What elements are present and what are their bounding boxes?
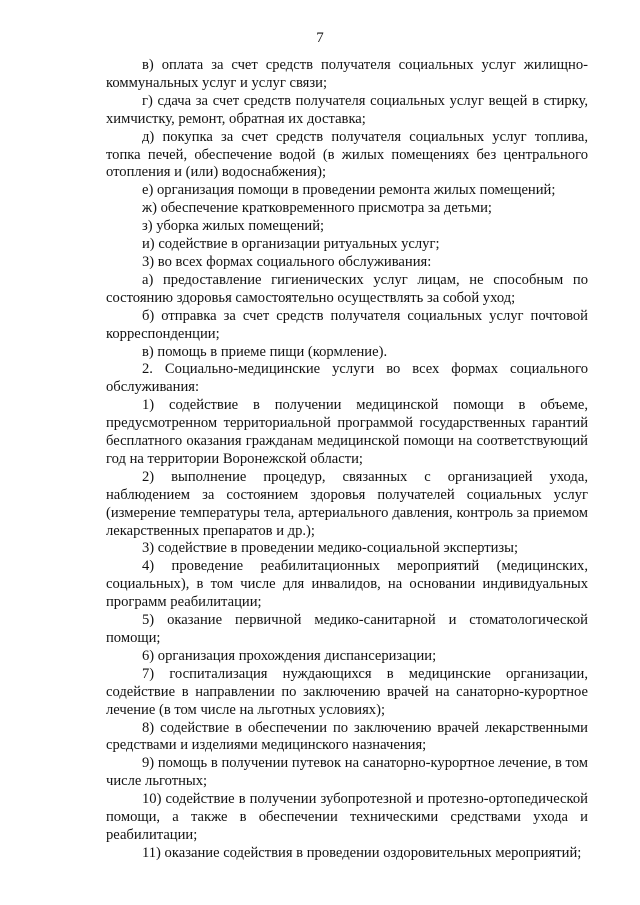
page-number: 7 xyxy=(316,30,324,46)
paragraph-health-activities: 11) оказание содействия в проведении оздоровительных мероприятий; xyxy=(142,844,582,861)
paragraph-utilities-payment: в) оплата за счет средств получателя социальных услуг жилищно-коммунальных услуг и услуг связи; xyxy=(106,57,588,91)
paragraph-all-forms-heading: 3) во всех формах социального обслуживания: xyxy=(142,253,432,270)
paragraph-vouchers: 9) помощь в получении путевок на санаторно-курортное лечение, в том числе льготных; xyxy=(106,755,588,790)
paragraph-medicines: 8) содействие в обеспечении по заключению врачей лекарственными средствами и изделиями медицинского назначения; xyxy=(106,719,588,754)
paragraph-hospitalization: 7) госпитализация нуждающихся в медицинские организации, содействие в направлении по заключению врачей на санаторно-курортное лечение (в том числе на льготных условиях); xyxy=(106,665,588,718)
paragraph-repair-help: е) организация помощи в проведении ремонта жилых помещений; xyxy=(142,182,556,199)
document-body xyxy=(106,57,588,863)
paragraph-cleaning: з) уборка жилых помещений; xyxy=(142,218,325,235)
paragraph-hygiene: а) предоставление гигиенических услуг лицам, не способным по состоянию здоровья самостоятельно осуществлять за собой уход; xyxy=(106,271,588,306)
paragraph-mail: б) отправка за счет средств получателя социальных услуг почтовой корреспонденции; xyxy=(106,307,588,342)
paragraph-child-care: ж) обеспечение кратковременного присмотра за детьми; xyxy=(142,200,492,217)
paragraph-feeding: в) помощь в приеме пищи (кормление). xyxy=(142,343,388,360)
paragraph-prosthetics: 10) содействие в получении зубопротезной и протезно-ортопедической помощи, а также в обеспечении техническими средствами ухода и реабилитации; xyxy=(106,791,588,843)
paragraph-medical-help: 1) содействие в получении медицинской помощи в объеме, предусмотренном территориальной программой государственных гарантий бесплатного оказания гражданам медицинской помощи на соответствующий год на территории Воронежской области; xyxy=(106,397,588,467)
paragraph-fuel-water: д) покупка за счет средств получателя социальных услуг топлива, топка печей, обеспечение водой (в жилых помещениях без центрального отопления и (или) водоснабжения); xyxy=(106,128,588,181)
paragraph-dispensary: 6) организация прохождения диспансеризации; xyxy=(142,647,437,664)
paragraph-primary-care: 5) оказание первичной медико-санитарной и стоматологической помощи; xyxy=(106,612,588,646)
paragraph-expertise: 3) содействие в проведении медико-социальной экспертизы; xyxy=(142,540,519,557)
paragraph-care-procedures: 2) выполнение процедур, связанных с организацией ухода, наблюдением за состоянием здоровья получателей социальных услуг (измерение температуры тела, артериального давления, контроль за приемом лекарственных препаратов и др.); xyxy=(106,468,588,539)
section-heading-medical: 2. Социально-медицинские услуги во всех формах социального обслуживания: xyxy=(106,361,588,396)
paragraph-rehabilitation: 4) проведение реабилитационных мероприятий (медицинских, социальных), в том числе для инвалидов, на основании индивидуальных программ реабилитации; xyxy=(106,558,588,611)
paragraph-funeral: и) содействие в организации ритуальных услуг; xyxy=(142,236,440,253)
paragraph-laundry: г) сдача за счет средств получателя социальных услуг вещей в стирку, химчистку, ремонт, обратная их доставка; xyxy=(106,92,588,127)
